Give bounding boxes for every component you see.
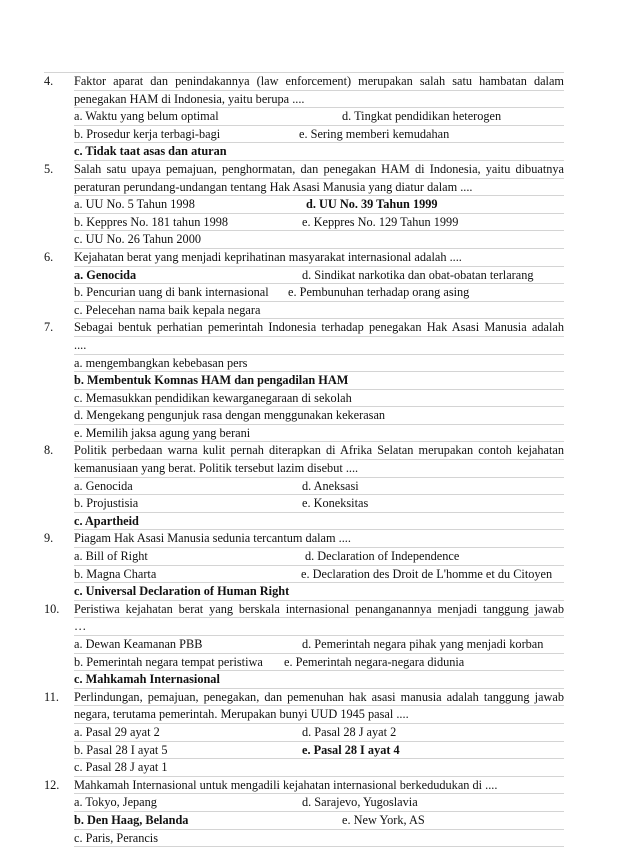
option-row [74,742,564,760]
question-number: 8. [44,443,54,458]
question-list [44,72,564,847]
option-row [74,495,564,513]
option-row [74,425,564,443]
answer-option: a. Tokyo, Jepang [74,795,157,810]
answer-option: d. Pemerintah negara pihak yang menjadi korban [302,637,544,651]
question-number: 10. [44,601,60,616]
option-row [74,548,564,566]
question-item [44,442,564,530]
question-body [74,601,564,689]
option-row [74,759,564,777]
correct-answer-option: e. Pasal 28 I ayat 4 [302,742,400,757]
option-row [74,108,564,126]
question-number: 7. [44,320,54,335]
answer-option: c. Paris, Perancis [74,830,159,845]
answer-option: c. Memasukkan pendidikan kewarganegaraan di sekolah [74,390,352,405]
question-item [44,73,564,161]
correct-answer-option: c. Apartheid [74,513,139,528]
answer-option: b. Prosedur kerja terbagi-bagi [74,126,221,141]
question-item [44,249,564,319]
question-text-line: .... [74,337,564,355]
option-row [74,513,564,531]
correct-answer-option: c. Mahkamah Internasional [74,672,220,687]
option-row [74,196,564,214]
answer-option: b. Magna Charta [74,566,157,581]
option-row [74,231,564,249]
correct-answer-option: c. Tidak taat asas dan aturan [74,144,227,159]
option-row [74,390,564,408]
answer-option: c. Pasal 28 J ayat 1 [74,760,168,775]
answer-option: e. Keppres No. 129 Tahun 1999 [302,214,459,229]
question-text-line: Kejahatan berat yang menjadi keprihatinan masyarakat internasional adalah .... [74,249,564,267]
answer-option: b. Keppres No. 181 tahun 1998 [74,214,229,229]
question-text-line: Perlindungan, pemajuan, penegakan, dan pemenuhan hak asasi manusia adalah tanggung jawab [74,689,564,707]
answer-option: d. Mengekang pengunjuk rasa dengan menggunakan kekerasan [74,408,386,423]
correct-answer-option: c. Universal Declaration of Human Right [74,584,290,599]
option-row [74,671,564,689]
option-row [74,143,564,161]
question-body [74,319,564,442]
answer-option: c. UU No. 26 Tahun 2000 [74,232,201,247]
question-text-line: … [74,618,564,636]
question-item [44,689,564,777]
correct-answer-option: b. Membentuk Komnas HAM dan pengadilan HAM [74,373,349,388]
question-text-line: Piagam Hak Asasi Manusia sedunia tercantum dalam .... [74,530,564,548]
answer-option: e. Pembunuhan terhadap orang asing [288,285,470,300]
question-body [74,777,564,847]
answer-option: e. Declaration des Droit de L'homme et du Citoyen [301,566,553,581]
question-body [74,73,564,161]
option-row [74,830,564,847]
question-item [44,530,564,600]
question-text-line: Mahkamah Internasional untuk mengadili kejahatan internasional berkedudukan di .... [74,777,564,795]
answer-option: a. Bill of Right [74,549,148,564]
answer-option: e. Koneksitas [302,496,369,511]
answer-option: d. Declaration of Independence [305,549,460,564]
option-row [74,812,564,830]
question-body [74,161,564,249]
correct-answer-option: d. UU No. 39 Tahun 1999 [306,197,438,212]
question-item [44,161,564,249]
option-row [74,794,564,812]
correct-answer-option: b. Den Haag, Belanda [74,812,189,827]
answer-option: b. Pasal 28 I ayat 5 [74,742,168,757]
answer-option: b. Pencurian uang di bank internasional [74,285,269,300]
option-row [74,214,564,232]
correct-answer-option: a. Genocida [74,267,137,282]
question-number: 11. [44,689,59,704]
answer-option: d. Sarajevo, Yugoslavia [302,795,418,810]
question-text-line: Peristiwa kejahatan berat yang berskala internasional penanganannya menjadi tanggung jawab [74,601,564,619]
answer-option: a. Genocida [74,478,133,493]
option-row [74,372,564,390]
answer-option: b. Pemerintah negara tempat peristiwa [74,654,263,669]
answer-option: a. UU No. 5 Tahun 1998 [74,197,195,212]
option-row [74,284,564,302]
answer-option: d. Aneksasi [302,478,359,493]
question-number: 5. [44,161,54,176]
question-text-line: negara, terutama pemerintah. Merupakan bunyi UUD 1945 pasal .... [74,706,564,724]
question-number: 6. [44,249,54,264]
answer-option: a. mengembangkan kebebasan pers [74,355,248,370]
answer-option: a. Waktu yang belum optimal [74,109,219,124]
question-text-line: penegakan HAM di Indonesia, yaitu berupa .... [74,91,564,109]
question-item [44,319,564,442]
answer-option: e. Sering memberi kemudahan [299,126,450,141]
question-text-line: Faktor aparat dan penindakannya (law enforcement) merupakan salah satu hambatan dalam [74,73,564,91]
answer-option: e. New York, AS [342,812,425,827]
option-row [74,654,564,672]
option-row [74,355,564,373]
question-number: 12. [44,777,60,792]
option-row [74,126,564,144]
answer-option: e. Memilih jaksa agung yang berani [74,425,251,440]
option-row [74,267,564,285]
answer-option: a. Dewan Keamanan PBB [74,637,203,651]
question-item [44,777,564,847]
question-number: 9. [44,531,54,546]
question-number: 4. [44,74,54,88]
option-row [74,724,564,742]
option-row [74,566,564,584]
question-text-line: kemanusiaan yang berat. Politik tersebut lazim disebut .... [74,460,564,478]
question-text-line: Sebagai bentuk perhatian pemerintah Indonesia terhadap penegakan Hak Asasi Manusia adalah [74,319,564,337]
question-body [74,442,564,530]
question-text-line: Salah satu upaya pemajuan, penghormatan, dan penegakan HAM di Indonesia, yaitu dibuatnya [74,161,564,179]
option-row [74,583,564,601]
answer-option: d. Pasal 28 J ayat 2 [302,724,397,739]
option-row [74,478,564,496]
answer-option: e. Pemerintah negara-negara didunia [284,654,465,669]
question-body [74,249,564,319]
answer-option: a. Pasal 29 ayat 2 [74,724,160,739]
question-body [74,689,564,777]
answer-option: b. Projustisia [74,496,139,511]
option-row [74,407,564,425]
answer-option: c. Pelecehan nama baik kepala negara [74,302,261,317]
question-item [44,601,564,689]
answer-option: d. Tingkat pendidikan heterogen [342,109,502,124]
answer-option: d. Sindikat narkotika dan obat-obatan terlarang [302,267,534,282]
question-text-line: peraturan perundang-undangan tentang Hak Asasi Manusia yang diatur dalam .... [74,179,564,197]
option-row [74,302,564,320]
question-body [74,530,564,600]
question-text-line: Politik perbedaan warna kulit pernah diterapkan di Afrika Selatan merupakan contoh kejahatan [74,442,564,460]
option-row [74,636,564,654]
